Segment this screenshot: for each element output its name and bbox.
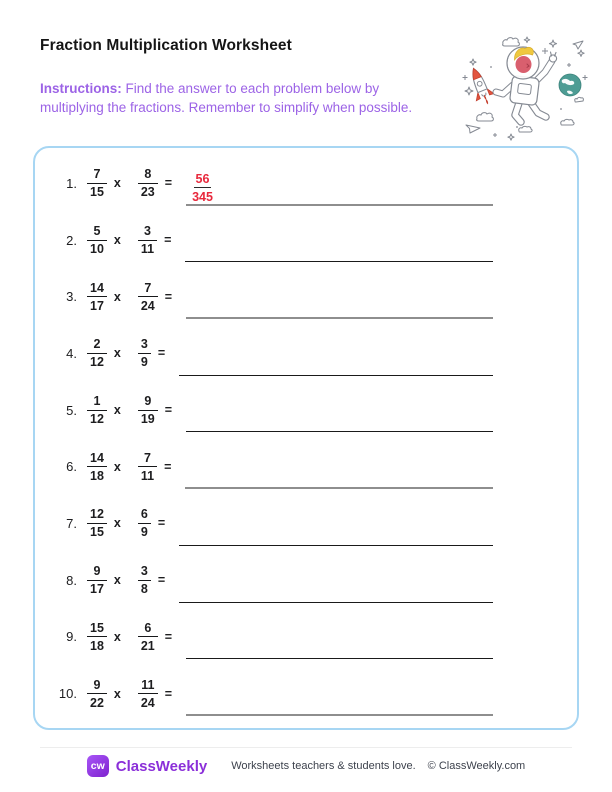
fraction-numerator: 12: [90, 507, 104, 522]
fraction-second: [138, 394, 158, 426]
equals-sign: =: [164, 686, 173, 701]
fraction-second: [138, 451, 157, 483]
fraction-denominator: 17: [87, 580, 107, 597]
fraction-numerator: 7: [144, 280, 152, 295]
fraction-denominator: 9: [138, 523, 151, 540]
fraction-numerator: 5: [93, 224, 101, 239]
answer-line: [185, 487, 493, 489]
fraction-first: [87, 678, 107, 710]
fraction-denominator: 11: [138, 240, 157, 257]
problem-number: 4.: [66, 345, 77, 361]
answer-line: [186, 714, 493, 716]
problem-row: [35, 495, 577, 552]
problem-number: 8.: [66, 572, 77, 588]
planet-icon: [559, 74, 581, 96]
fraction-numerator: 9: [93, 677, 101, 692]
fraction-second: [138, 678, 158, 710]
equals-sign: =: [164, 629, 173, 644]
fraction-first: [87, 621, 107, 653]
fraction-second: [138, 167, 158, 199]
problem-number: 3.: [66, 289, 77, 305]
answer-numerator: 56: [194, 172, 212, 189]
multiplication-sign: x: [113, 629, 121, 644]
answer-line: [186, 658, 493, 659]
problem-row: [35, 212, 577, 269]
fraction-denominator: 18: [87, 636, 107, 653]
problem-row: [35, 268, 577, 325]
fraction-numerator: 2: [93, 337, 101, 352]
fraction-first: [87, 167, 107, 199]
fraction-denominator: 18: [87, 466, 107, 483]
fraction-second: [138, 224, 157, 256]
problem-number: 10.: [58, 686, 77, 702]
equals-sign: =: [164, 459, 172, 474]
multiplication-sign: x: [113, 289, 121, 304]
answer-blank[interactable]: [186, 665, 493, 722]
fraction-second: [138, 621, 158, 653]
fraction-first: [87, 337, 107, 369]
answer-line: [186, 204, 493, 206]
equals-sign: =: [164, 233, 172, 248]
problem-number: 6.: [66, 459, 77, 475]
rocket-icon: [465, 65, 497, 107]
answer-line: [186, 431, 493, 432]
fraction-numerator: 14: [90, 450, 104, 465]
footer-divider: [40, 747, 572, 748]
fraction-denominator: 15: [87, 523, 107, 540]
fraction-numerator: 9: [144, 394, 152, 409]
problem-row: [35, 609, 577, 666]
fraction-denominator: 24: [138, 296, 158, 313]
equals-sign: =: [164, 403, 173, 418]
fraction-numerator: 7: [93, 167, 101, 182]
equals-sign: =: [157, 516, 166, 531]
problem-row: [35, 382, 577, 439]
problem-row: [35, 325, 577, 382]
problem-number: 1.: [66, 175, 77, 191]
answer-blank[interactable]: [186, 609, 493, 666]
multiplication-sign: x: [113, 573, 121, 588]
instructions-text: Find the answer to each problem below by multiplying the fractions. Remember to simplify when possible.: [40, 81, 413, 116]
answer-fraction: [192, 172, 213, 204]
fraction-denominator: 12: [87, 353, 107, 370]
astronaut-figure: [496, 47, 557, 122]
fraction-denominator: 22: [87, 693, 107, 710]
multiplication-sign: x: [113, 233, 121, 248]
fraction-denominator: 8: [138, 580, 151, 597]
fraction-second: [138, 281, 158, 313]
fraction-denominator: 9: [138, 353, 151, 370]
fraction-denominator: 23: [138, 183, 158, 200]
fraction-denominator: 15: [87, 183, 107, 200]
instructions-label: Instructions:: [40, 81, 122, 96]
fraction-second: [138, 507, 151, 539]
answer-line: [179, 602, 493, 603]
multiplication-sign: x: [113, 686, 121, 701]
fraction-denominator: 24: [138, 693, 158, 710]
problem-number: 2.: [66, 232, 77, 248]
fraction-denominator: 19: [138, 410, 158, 427]
answer-line: [179, 375, 493, 376]
fraction-numerator: 8: [144, 167, 152, 182]
fraction-numerator: 3: [143, 224, 151, 239]
problem-number: 7.: [66, 515, 77, 531]
answer-blank[interactable]: [185, 212, 493, 269]
equals-sign: =: [157, 346, 166, 361]
footer-copyright-link[interactable]: © ClassWeekly.com: [427, 760, 526, 772]
fraction-numerator: 9: [93, 564, 101, 579]
astronaut-illustration: [461, 35, 591, 141]
fraction-first: [87, 224, 107, 256]
answer-line: [179, 545, 493, 546]
answer-blank[interactable]: [186, 155, 493, 212]
fraction-denominator: 12: [87, 410, 107, 427]
answer-blank[interactable]: [179, 495, 493, 552]
equals-sign: =: [157, 573, 166, 588]
fraction-first: [87, 507, 107, 539]
fraction-denominator: 21: [138, 636, 158, 653]
multiplication-sign: x: [113, 403, 121, 418]
fraction-second: [138, 564, 151, 596]
fraction-denominator: 17: [87, 296, 107, 313]
fraction-numerator: 7: [143, 450, 151, 465]
equals-sign: =: [164, 289, 173, 304]
footer-tagline: Worksheets teachers & students love.: [231, 760, 416, 772]
instructions: [40, 79, 446, 118]
equals-sign: =: [164, 176, 173, 191]
answer-blank[interactable]: [186, 382, 493, 439]
fraction-numerator: 11: [141, 677, 155, 692]
fraction-numerator: 6: [144, 620, 152, 635]
answer-blank[interactable]: [179, 325, 493, 382]
fraction-numerator: 6: [140, 507, 148, 522]
footer: [0, 755, 612, 777]
fraction-first: [87, 451, 107, 483]
fraction-second: [138, 337, 151, 369]
fraction-numerator: 1: [93, 394, 101, 409]
answer-line: [185, 261, 493, 262]
answer-line: [186, 317, 493, 319]
problem-row: [35, 665, 577, 722]
problems-box: [33, 146, 579, 730]
problem-row: [35, 155, 577, 212]
answer-denominator: 345: [192, 189, 213, 204]
problem-number: 5.: [66, 402, 77, 418]
fraction-numerator: 15: [90, 620, 104, 635]
fraction-numerator: 3: [140, 564, 148, 579]
multiplication-sign: x: [113, 346, 121, 361]
answer-blank[interactable]: [179, 552, 493, 609]
fraction-denominator: 10: [87, 240, 107, 257]
fraction-numerator: 14: [90, 280, 104, 295]
multiplication-sign: x: [113, 516, 121, 531]
problem-row: [35, 552, 577, 609]
answer-blank[interactable]: [186, 268, 493, 325]
multiplication-sign: x: [113, 176, 121, 191]
fraction-first: [87, 564, 107, 596]
classweekly-logo-icon: cw: [87, 755, 109, 777]
brand-name: ClassWeekly: [115, 757, 208, 775]
answer-blank[interactable]: [185, 438, 493, 495]
fraction-numerator: 3: [140, 337, 148, 352]
fraction-first: [87, 281, 107, 313]
page-title: Fraction Multiplication Worksheet: [40, 37, 292, 54]
fraction-denominator: 11: [138, 466, 157, 483]
problem-number: 9.: [66, 629, 77, 645]
fraction-first: [87, 394, 107, 426]
multiplication-sign: x: [113, 459, 121, 474]
problem-row: [35, 438, 577, 495]
